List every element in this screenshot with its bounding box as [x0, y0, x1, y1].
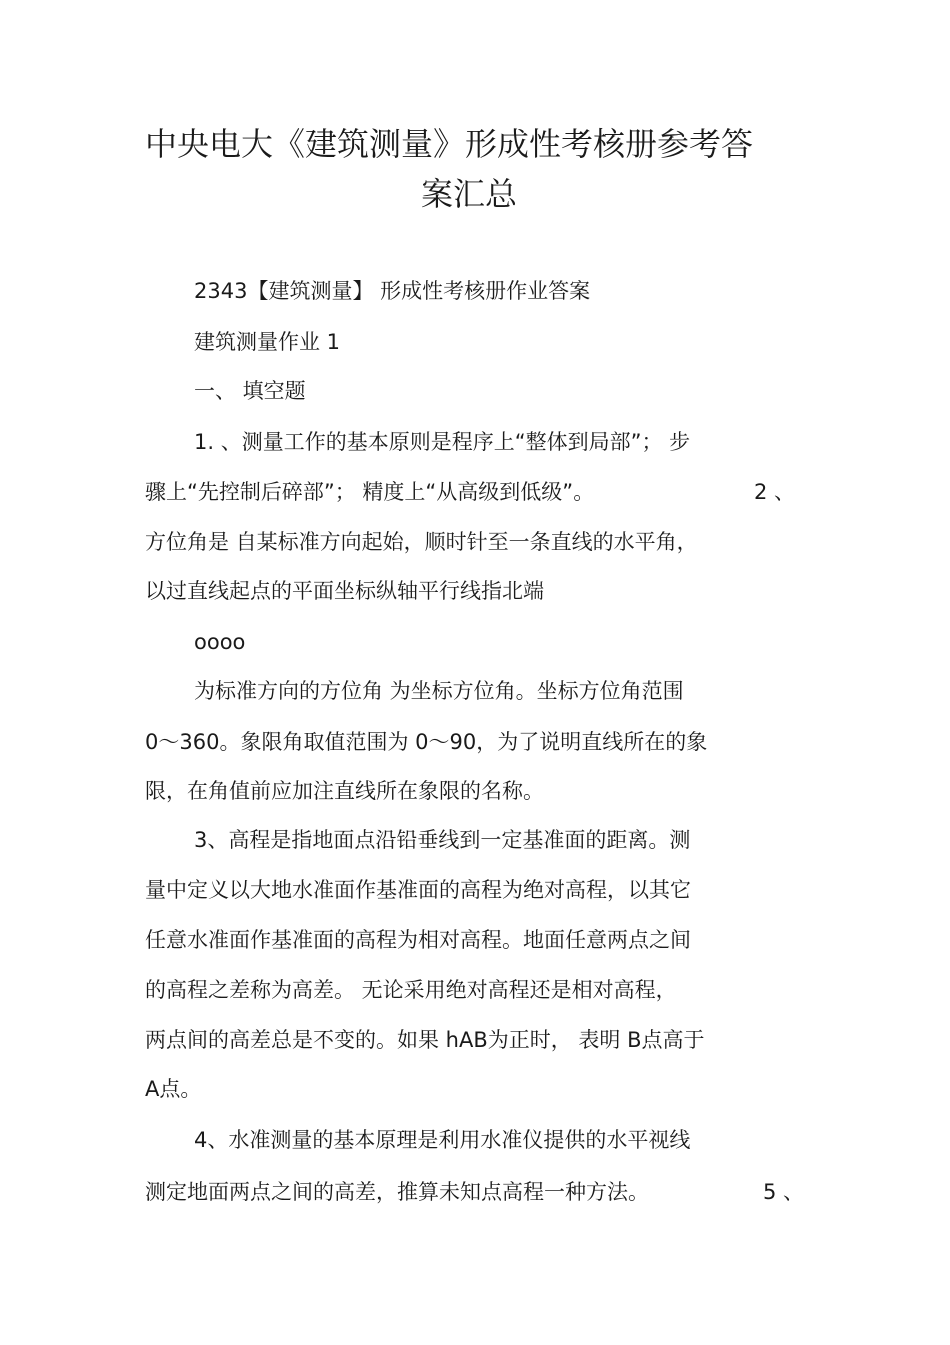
paragraph-line: A点。	[145, 1077, 202, 1101]
paragraph-line: 0～360。象限角取值范围为 0～90，为了说明直线所在的象	[145, 730, 708, 754]
item-number: 2 、	[754, 480, 796, 504]
section-heading: 一、 填空题	[194, 379, 306, 403]
paragraph-line: 两点间的高差总是不变的。如果 hAB为正时， 表明 B点高于	[145, 1028, 705, 1052]
paragraph-line: 任意水准面作基准面的高程为相对高程。地面任意两点之间	[145, 928, 691, 952]
paragraph-line: 限，在角值前应加注直线所在象限的名称。	[145, 779, 544, 803]
document-title-line-1: 中央电大《建筑测量》形成性考核册参考答	[145, 125, 754, 163]
paragraph-line: 3、高程是指地面点沿铅垂线到一定基准面的距离。测	[194, 828, 691, 852]
document-title-line-2: 案汇总	[421, 175, 518, 213]
paragraph-line: 方位角是 自某标准方向起始，顺时针至一条直线的水平角，	[145, 530, 698, 554]
paragraph-line: 量中定义以大地水准面作基准面的高程为绝对高程，以其它	[145, 878, 691, 902]
paragraph-line: 1. 、测量工作的基本原则是程序上“整体到局部”； 步	[194, 430, 691, 454]
subtitle-line: 2343【建筑测量】 形成性考核册作业答案	[194, 279, 591, 303]
paragraph-line: 的高程之差称为高差。 无论采用绝对高程还是相对高程，	[145, 978, 677, 1002]
paragraph-line: 以过直线起点的平面坐标纵轴平行线指北端	[145, 579, 544, 603]
paragraph-line: 4、水准测量的基本原理是利用水准仪提供的水平视线	[194, 1128, 691, 1152]
paragraph-line: 测定地面两点之间的高差，推算未知点高程一种方法。	[145, 1180, 649, 1204]
paragraph-line: 骤上“先控制后碎部”； 精度上“从高级到低级”。	[145, 480, 595, 504]
assignment-heading: 建筑测量作业 1	[194, 330, 341, 354]
paragraph-line: 为标准方向的方位角 为坐标方位角。坐标方位角范围	[194, 679, 684, 703]
item-number: 5 、	[763, 1180, 805, 1204]
paragraph-line: oooo	[194, 630, 246, 654]
